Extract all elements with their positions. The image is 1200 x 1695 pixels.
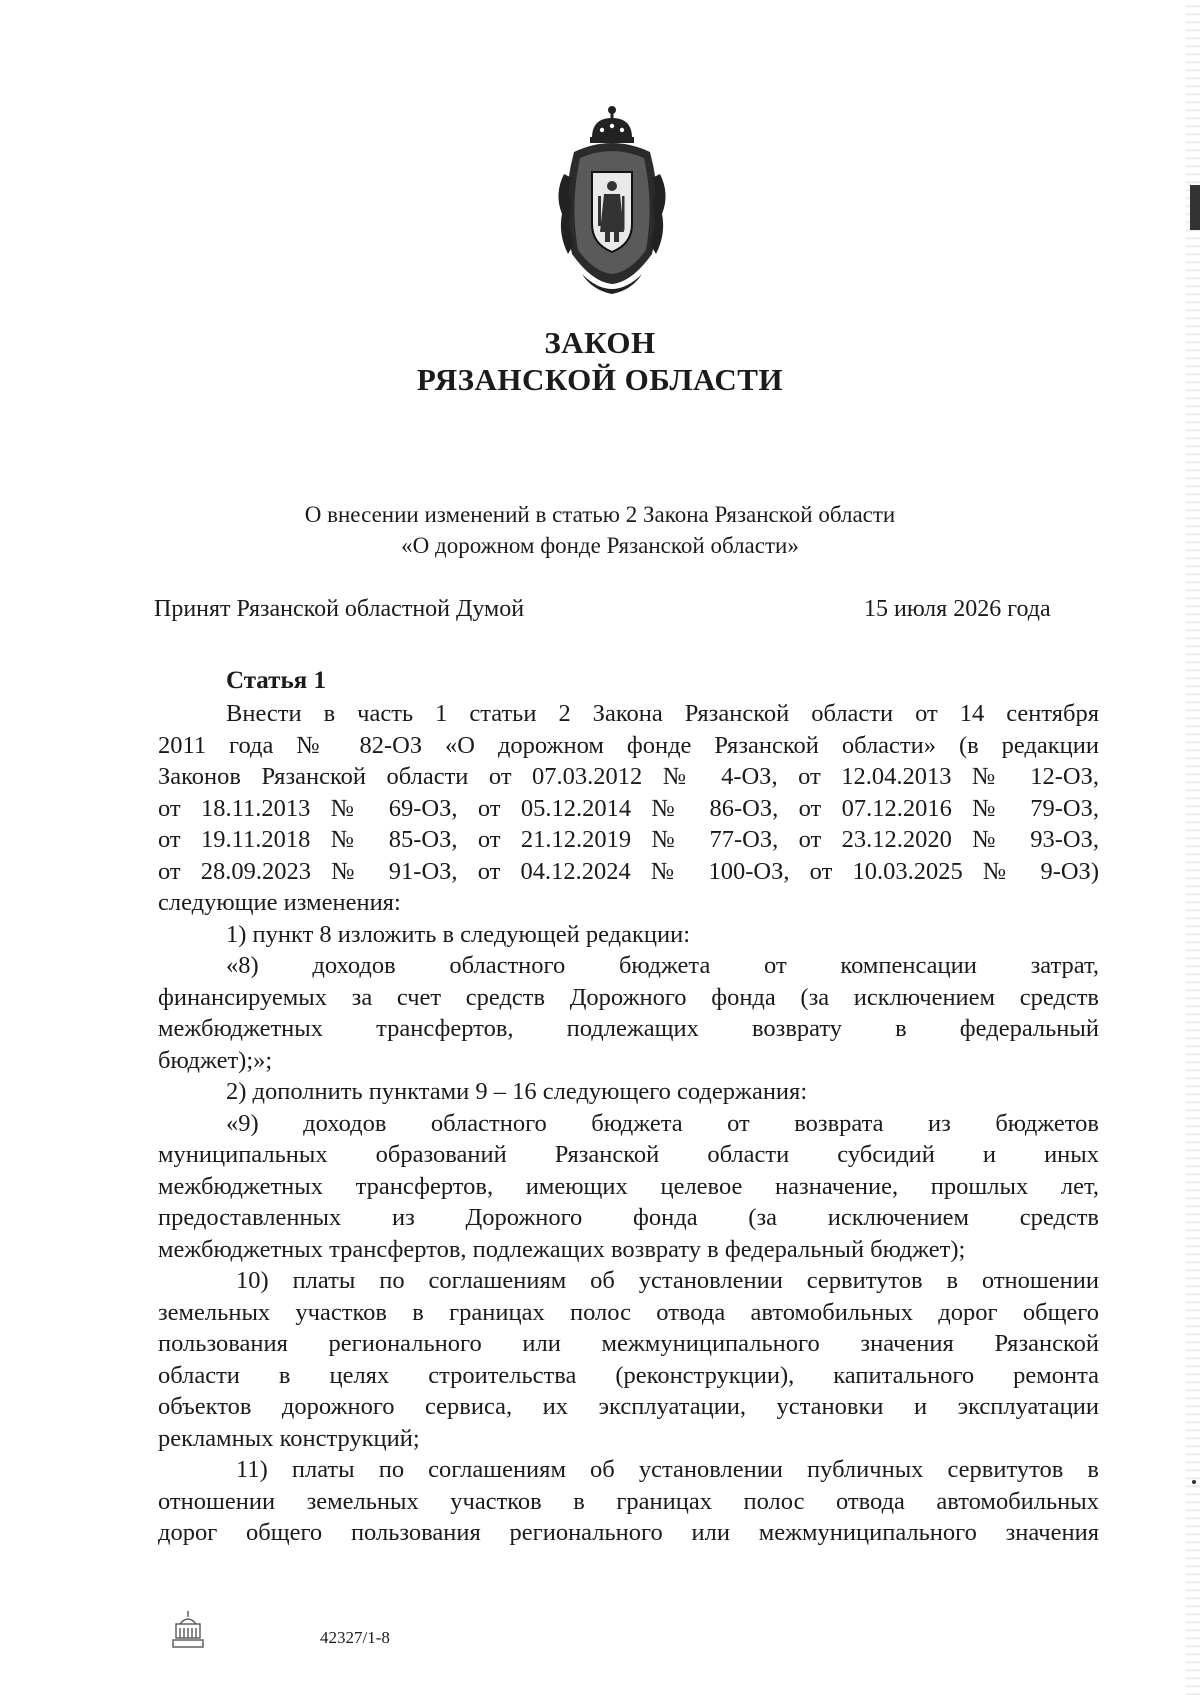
body-line: рекламных конструкций; <box>158 1424 420 1452</box>
body-line: пользования регионального или межмуниципального значения Рязанской <box>158 1330 1099 1357</box>
body-line: от 28.09.2023 № 91-ОЗ, от 04.12.2024 № 100-ОЗ, от 10.03.2025 № 9-ОЗ) <box>158 857 1099 885</box>
body-line: 2) дополнить пунктами 9 – 16 следующего содержания: <box>226 1078 808 1105</box>
body-line: предоставленных из Дорожного фонда (за исключением средств <box>158 1204 1099 1231</box>
body-line: 11) платы по соглашениям об установлении публичных сервитутов в <box>236 1456 1099 1483</box>
adopted-by: Принят Рязанской областной Думой <box>154 596 525 622</box>
body-line: межбюджетных трансфертов, подлежащих возврату в федеральный бюджет); <box>158 1235 966 1263</box>
adopted-date: 15 июля 2026 года <box>864 596 1051 622</box>
coat-of-arms-icon <box>552 104 672 304</box>
article-heading: Статья 1 <box>226 667 326 694</box>
body-line: финансируемых за счет средств Дорожного фонда (за исключением средств <box>158 983 1099 1011</box>
body-line: от 18.11.2013 № 69-ОЗ, от 05.12.2014 № 86-ОЗ, от 07.12.2016 № 79-ОЗ, <box>158 794 1099 822</box>
article-body <box>158 698 1099 1549</box>
law-subtitle-line-1: О внесении изменений в статью 2 Закона Рязанской области <box>304 502 896 527</box>
body-line: 10) платы по соглашениям об установлении сервитутов в отношении <box>236 1267 1099 1294</box>
body-line: межбюджетных трансфертов, подлежащих возврату в федеральный <box>158 1015 1099 1042</box>
body-line: области в целях строительства (реконструкции), капитального ремонта <box>158 1361 1099 1389</box>
scan-mark <box>1190 185 1200 230</box>
body-line: муниципальных образований Рязанской области субсидий и иных <box>158 1141 1099 1168</box>
body-line: следующие изменения: <box>158 889 401 916</box>
body-line: 2011 года № 82-ОЗ «О дорожном фонде Рязанской области» (в редакции <box>158 731 1099 759</box>
scan-dot <box>1192 1480 1196 1484</box>
body-line: бюджет);»; <box>158 1046 273 1074</box>
body-line: 1) пункт 8 изложить в следующей редакции: <box>226 920 691 948</box>
body-line: «9) доходов областного бюджета от возврата из бюджетов <box>226 1109 1099 1137</box>
body-line: от 19.11.2018 № 85-ОЗ, от 21.12.2019 № 77-ОЗ, от 23.12.2020 № 93-ОЗ, <box>158 826 1099 853</box>
body-line: дорог общего пользования регионального или межмуниципального значения <box>158 1519 1099 1546</box>
body-line: межбюджетных трансфертов, имеющих целевое назначение, прошлых лет, <box>158 1172 1099 1200</box>
body-line: земельных участков в границах полос отвода автомобильных дорог общего <box>158 1298 1099 1326</box>
body-line: Внести в часть 1 статьи 2 Закона Рязанской области от 14 сентября <box>226 700 1099 727</box>
body-line: Законов Рязанской области от 07.03.2012 № 4-ОЗ, от 12.04.2013 № 12-ОЗ, <box>158 763 1099 790</box>
body-line: отношении земельных участков в границах полос отвода автомобильных <box>158 1487 1099 1515</box>
body-line: «8) доходов областного бюджета от компенсации затрат, <box>226 952 1099 979</box>
scan-edge-artifact <box>1186 0 1200 1695</box>
title-line-2: РЯЗАНСКОЙ ОБЛАСТИ <box>416 362 784 397</box>
document-code: 42327/1-8 <box>320 1628 390 1647</box>
body-line: объектов дорожного сервиса, их эксплуатации, установки и эксплуатации <box>158 1393 1099 1420</box>
title-line-1: ЗАКОН <box>544 325 656 360</box>
printing-house-logo-icon <box>170 1608 206 1652</box>
law-subtitle-line-2: «О дорожном фонде Рязанской области» <box>401 533 799 558</box>
